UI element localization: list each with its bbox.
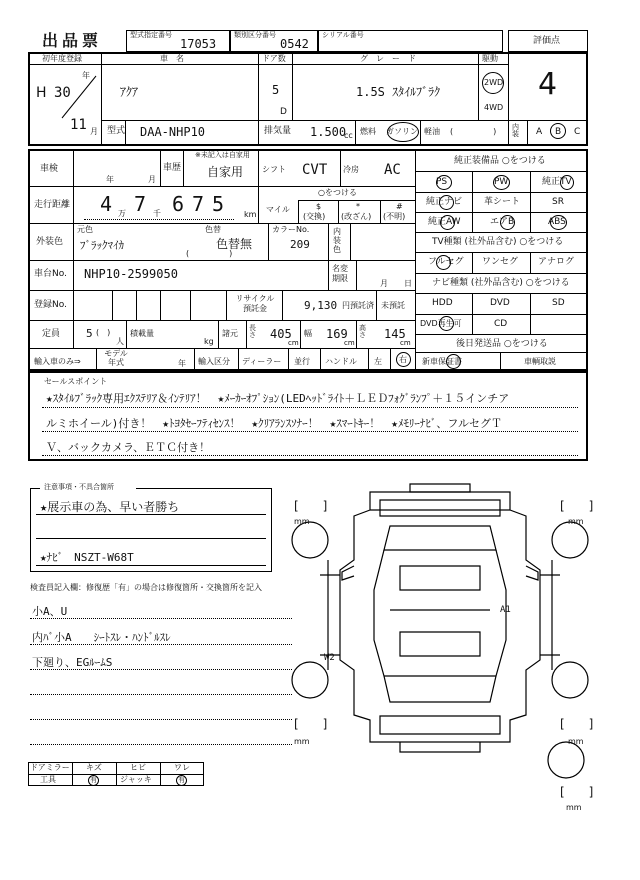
door-type: D xyxy=(280,107,287,117)
equip-airbag-circle xyxy=(500,215,515,230)
history-label: 車歴 xyxy=(163,163,182,173)
capacity-unit: 人 xyxy=(116,337,124,346)
tv-type-title: TV種類 (社外品含む) ○をつける xyxy=(432,237,564,247)
first-reg-year: 30 xyxy=(54,85,71,101)
navi-cd: CD xyxy=(494,319,508,329)
load-unit: kg xyxy=(204,337,214,346)
displacement-label: 排気量 xyxy=(264,126,292,136)
oem-equipment-title: 純正装備品 ○をつける xyxy=(454,156,546,166)
equip-oem-navi-circle xyxy=(439,195,454,210)
odo-tamper-sym: * xyxy=(356,202,360,211)
displacement-value: 1.500 xyxy=(310,125,347,139)
navi-hdd: HDD xyxy=(432,298,453,308)
mileage-sen: 千 xyxy=(153,209,161,218)
len-value: 405 xyxy=(270,327,292,341)
ac-value: AC xyxy=(384,162,401,178)
damage-mark-w2: W2 xyxy=(324,653,335,663)
handle-label: ハンドル xyxy=(325,357,357,366)
reg-label: 登録No. xyxy=(34,300,67,310)
width-value: 169 xyxy=(326,327,348,341)
equip-oem-tv-circle xyxy=(560,175,574,190)
car-name-value: ｱｸｱ xyxy=(120,85,139,99)
navi-dvd-playback: DVD再生可 xyxy=(420,319,462,328)
interior-a: A xyxy=(536,127,543,137)
interior-grade-label: 内装 xyxy=(512,123,519,138)
equip-ps: PS xyxy=(436,177,448,187)
acc-tools-have: 有 xyxy=(90,776,97,784)
import-parallel: 並行 xyxy=(294,357,310,366)
after-warranty-circle xyxy=(446,354,461,369)
fuel-label: 燃料 xyxy=(360,127,376,136)
after-ship-title: 後日発送品 ○をつける xyxy=(456,339,548,349)
recycle-unpaid: 未預託 xyxy=(381,301,405,310)
tv-analog: アナログ xyxy=(538,257,575,267)
model-value: DAA-NHP10 xyxy=(140,125,206,139)
car-damage-diagram xyxy=(290,480,590,810)
class-value: 0542 xyxy=(280,37,309,51)
mileage-digit-3: 6 xyxy=(172,192,185,216)
interior-c: C xyxy=(574,127,581,137)
recycle-suffix: 円預託済 xyxy=(342,301,374,310)
equip-ps-circle xyxy=(436,175,452,190)
bracket-front-left: [ ] xyxy=(294,499,328,513)
acc-tools: 工具 xyxy=(40,775,56,784)
doors-value: 5 xyxy=(272,83,280,97)
drive-label: 駆動 xyxy=(482,54,498,63)
import-only-label: 輸入車のみ⇒ xyxy=(34,357,81,366)
width-unit: cm xyxy=(344,339,355,347)
inspection-label: 車検 xyxy=(40,164,59,174)
date-divider-slash xyxy=(58,71,100,120)
name-change-month-unit: 月 xyxy=(380,279,388,288)
acc-door-mirror: ドアミラー xyxy=(30,763,70,772)
serial-label: シリアル番号 xyxy=(322,31,364,39)
equip-oem-navi: 純正ナビ xyxy=(426,197,463,207)
capacity-label: 定員 xyxy=(42,329,61,339)
model-cert-value: 17053 xyxy=(180,37,217,51)
odo-swap: (交換) xyxy=(303,212,326,221)
tv-fullseg: フルセグ xyxy=(428,257,464,267)
sheet-title: 出品票 xyxy=(42,31,103,50)
mileage-man: 万 xyxy=(118,209,126,218)
mm-rear-right: mm xyxy=(568,737,584,746)
equip-pw-circle xyxy=(493,175,510,190)
odo-unknown-sym: # xyxy=(396,202,403,211)
after-warranty: 新車保証書 xyxy=(422,357,462,366)
color-no-label: カラーNo. xyxy=(272,225,310,234)
mm-rear-left: mm xyxy=(294,737,310,746)
acc-jack-have: 有 xyxy=(178,776,185,784)
inspector-line-2: 内ﾊﾞ小A ｼｰﾄｽﾚ・ﾊﾝﾄﾞﾙｽﾚ xyxy=(32,631,171,644)
load-label: 積載量 xyxy=(130,329,154,338)
shift-label: シフト xyxy=(262,165,286,174)
equip-oem-tv: 純正TV xyxy=(542,177,572,187)
recycle-label: リサイクル預託金 xyxy=(235,294,275,313)
equip-oem-aw: 純正AW xyxy=(428,217,461,227)
bracket-rear-left: [ ] xyxy=(294,717,328,731)
bracket-rear-right: [ ] xyxy=(560,717,594,731)
model-year-label: モデル年式 xyxy=(104,349,128,367)
tv-oneseg: ワンセグ xyxy=(482,257,519,267)
year-unit: 年 xyxy=(82,71,90,80)
bracket-spare: [ ] xyxy=(560,785,594,799)
odo-unknown: (不明) xyxy=(383,212,406,221)
width-label: 幅 xyxy=(304,329,312,338)
navi-dvd-playback-circle xyxy=(439,316,454,331)
mm-front-left: mm xyxy=(294,517,310,526)
inspector-line-3: 下廻り、EGﾙｰﾑS xyxy=(32,656,113,669)
navi-sd: SD xyxy=(552,298,565,308)
grade-label: グ レ ー ド xyxy=(360,54,416,63)
capacity-value: 5 xyxy=(86,327,93,340)
sales-line-1: ★ｽﾀｲﾙﾌﾞﾗｯｸ専用ｴｸｽﾃﾘｱ＆ｲﾝﾃﾘｱ！ ★ﾒｰｶｰｵﾌﾟｼｮﾝ(LEDﾍｯﾄﾞﾗｲﾄ＋ＬＥＤﾌｫｸﾞﾗﾝﾌﾟ＋１５インチア xyxy=(46,392,510,405)
first-reg-era: H xyxy=(36,85,47,101)
handle-left: 左 xyxy=(374,357,382,366)
damage-mark-a1: A1 xyxy=(500,605,511,615)
mileage-label: 走行距離 xyxy=(34,200,71,210)
mm-front-right: mm xyxy=(568,517,584,526)
notes-line-1: ★展示車の為、早い者勝ち xyxy=(40,500,180,514)
acc-crack: ヒビ xyxy=(130,763,146,772)
color-change-label: 色替 xyxy=(205,225,221,234)
equip-leather: 革シート xyxy=(484,197,521,207)
height-label: 高さ xyxy=(359,324,366,339)
chassis-label: 車台No. xyxy=(34,269,67,279)
acc-scratch: キズ xyxy=(86,763,102,772)
equip-sunroof: SR xyxy=(552,197,564,207)
len-unit: cm xyxy=(288,339,299,347)
inspection-year-unit: 年 xyxy=(106,175,114,184)
odo-tamper: (改ざん) xyxy=(341,212,372,221)
mileage-km: km xyxy=(244,210,257,219)
inspector-label: 検査員記入欄：修復歴「有」の場合は修復箇所・交換箇所を記入 xyxy=(30,583,262,592)
score-label: 評価点 xyxy=(533,36,561,46)
drive-2wd: 2WD xyxy=(484,78,504,87)
name-change-label: 名変期限 xyxy=(332,264,348,283)
mileage-digit-5: 5 xyxy=(212,192,225,216)
chassis-value: NHP10-2599050 xyxy=(84,267,178,281)
fuel-gas: ガソリン xyxy=(386,127,418,136)
navi-dvd: DVD xyxy=(490,298,510,308)
notes-label: 注意事項・不具合箇所 xyxy=(44,483,114,491)
model-year-unit: 年 xyxy=(178,359,186,368)
height-unit: cm xyxy=(400,339,411,347)
drive-4wd: 4WD xyxy=(484,103,504,112)
mileage-digit-2: 7 xyxy=(134,192,147,216)
odo-circle-note: ○をつける xyxy=(318,188,357,197)
dims-label: 諸元 xyxy=(222,329,238,338)
equip-abs-circle xyxy=(550,215,567,230)
grade-value: 1.5S ｽﾀｲﾙﾌﾞﾗｸ xyxy=(356,85,441,99)
car-name-label: 車 名 xyxy=(160,54,184,63)
inspector-line-1: 小A、U xyxy=(32,605,68,618)
equip-pw: PW xyxy=(494,177,509,187)
sales-line-2: ルミホイール)付き！ ★ﾄﾖﾀｾｰﾌﾃｨｾﾝｽ！ ★ｸﾘｱﾗﾝｽｿﾅｰ！ ★ｽﾏｰﾄｷｰ！ ★ﾒﾓﾘｰﾅﾋﾞ、フルセグＴ xyxy=(46,417,502,430)
mile-label: マイル xyxy=(266,205,290,214)
first-reg-label: 初年度登録 xyxy=(42,54,82,63)
mileage-digit-1: 4 xyxy=(100,192,113,216)
navi-type-title: ナビ種類 (社外品含む) ○をつける xyxy=(432,278,570,288)
shift-value: CVT xyxy=(302,162,328,178)
odo-swap-sym: $ xyxy=(316,202,322,211)
sales-point-label: セールスポイント xyxy=(44,377,108,386)
interior-color-label: 内装色 xyxy=(333,227,341,254)
import-class-label: 輸入区分 xyxy=(198,357,230,366)
acc-break: ワレ xyxy=(174,763,190,772)
class-label: 類別区分番号 xyxy=(234,31,276,39)
after-manual: 車輌取説 xyxy=(524,357,556,366)
height-value: 145 xyxy=(384,327,406,341)
score-value: 4 xyxy=(538,67,558,102)
ac-label: 冷房 xyxy=(343,165,359,174)
history-note: ※未記入は自家用 xyxy=(195,151,250,159)
notes-line-2: ★ﾅﾋﾞ NSZT-W68T xyxy=(40,551,134,564)
color-change-value: 色替無 xyxy=(216,237,253,251)
orig-color-value: ﾌﾞﾗｯｸﾏｲｶ xyxy=(80,239,124,252)
inspection-month-unit: 月 xyxy=(148,175,156,184)
orig-color-label: 元色 xyxy=(77,225,93,234)
equip-oem-aw-circle xyxy=(440,215,455,230)
equip-abs: ABS xyxy=(548,217,566,227)
month-unit: 月 xyxy=(90,127,98,136)
history-value: 自家用 xyxy=(207,165,244,179)
model-label: 型式 xyxy=(107,126,126,136)
handle-right: 右 xyxy=(399,355,407,364)
sales-line-3: Ｖ、バックカメラ、ＥＴＣ付き！ xyxy=(46,441,211,454)
color-change-paren: ( ) xyxy=(186,249,233,258)
import-dealer: ディーラー xyxy=(242,357,282,366)
fuel-diesel: 軽油 xyxy=(424,127,440,136)
mileage-digit-4: 7 xyxy=(192,192,205,216)
acc-jack: ジャッキ xyxy=(120,775,152,784)
equip-airbag: エアB xyxy=(490,217,515,227)
len-label: 長さ xyxy=(249,324,256,339)
interior-b: B xyxy=(555,127,562,137)
displacement-unit: cc xyxy=(344,131,353,140)
first-reg-month: 11 xyxy=(70,117,87,133)
bracket-front-right: [ ] xyxy=(560,499,594,513)
tv-fullseg-circle xyxy=(436,255,451,270)
exterior-label: 外装色 xyxy=(36,237,64,247)
doors-label: ドア数 xyxy=(262,54,286,63)
color-no-value: 209 xyxy=(290,238,310,251)
mm-spare: mm xyxy=(566,803,582,812)
fuel-other: ( ) xyxy=(450,127,497,136)
recycle-value: 9,130 xyxy=(304,299,338,312)
model-cert-label: 型式指定番号 xyxy=(130,31,172,39)
